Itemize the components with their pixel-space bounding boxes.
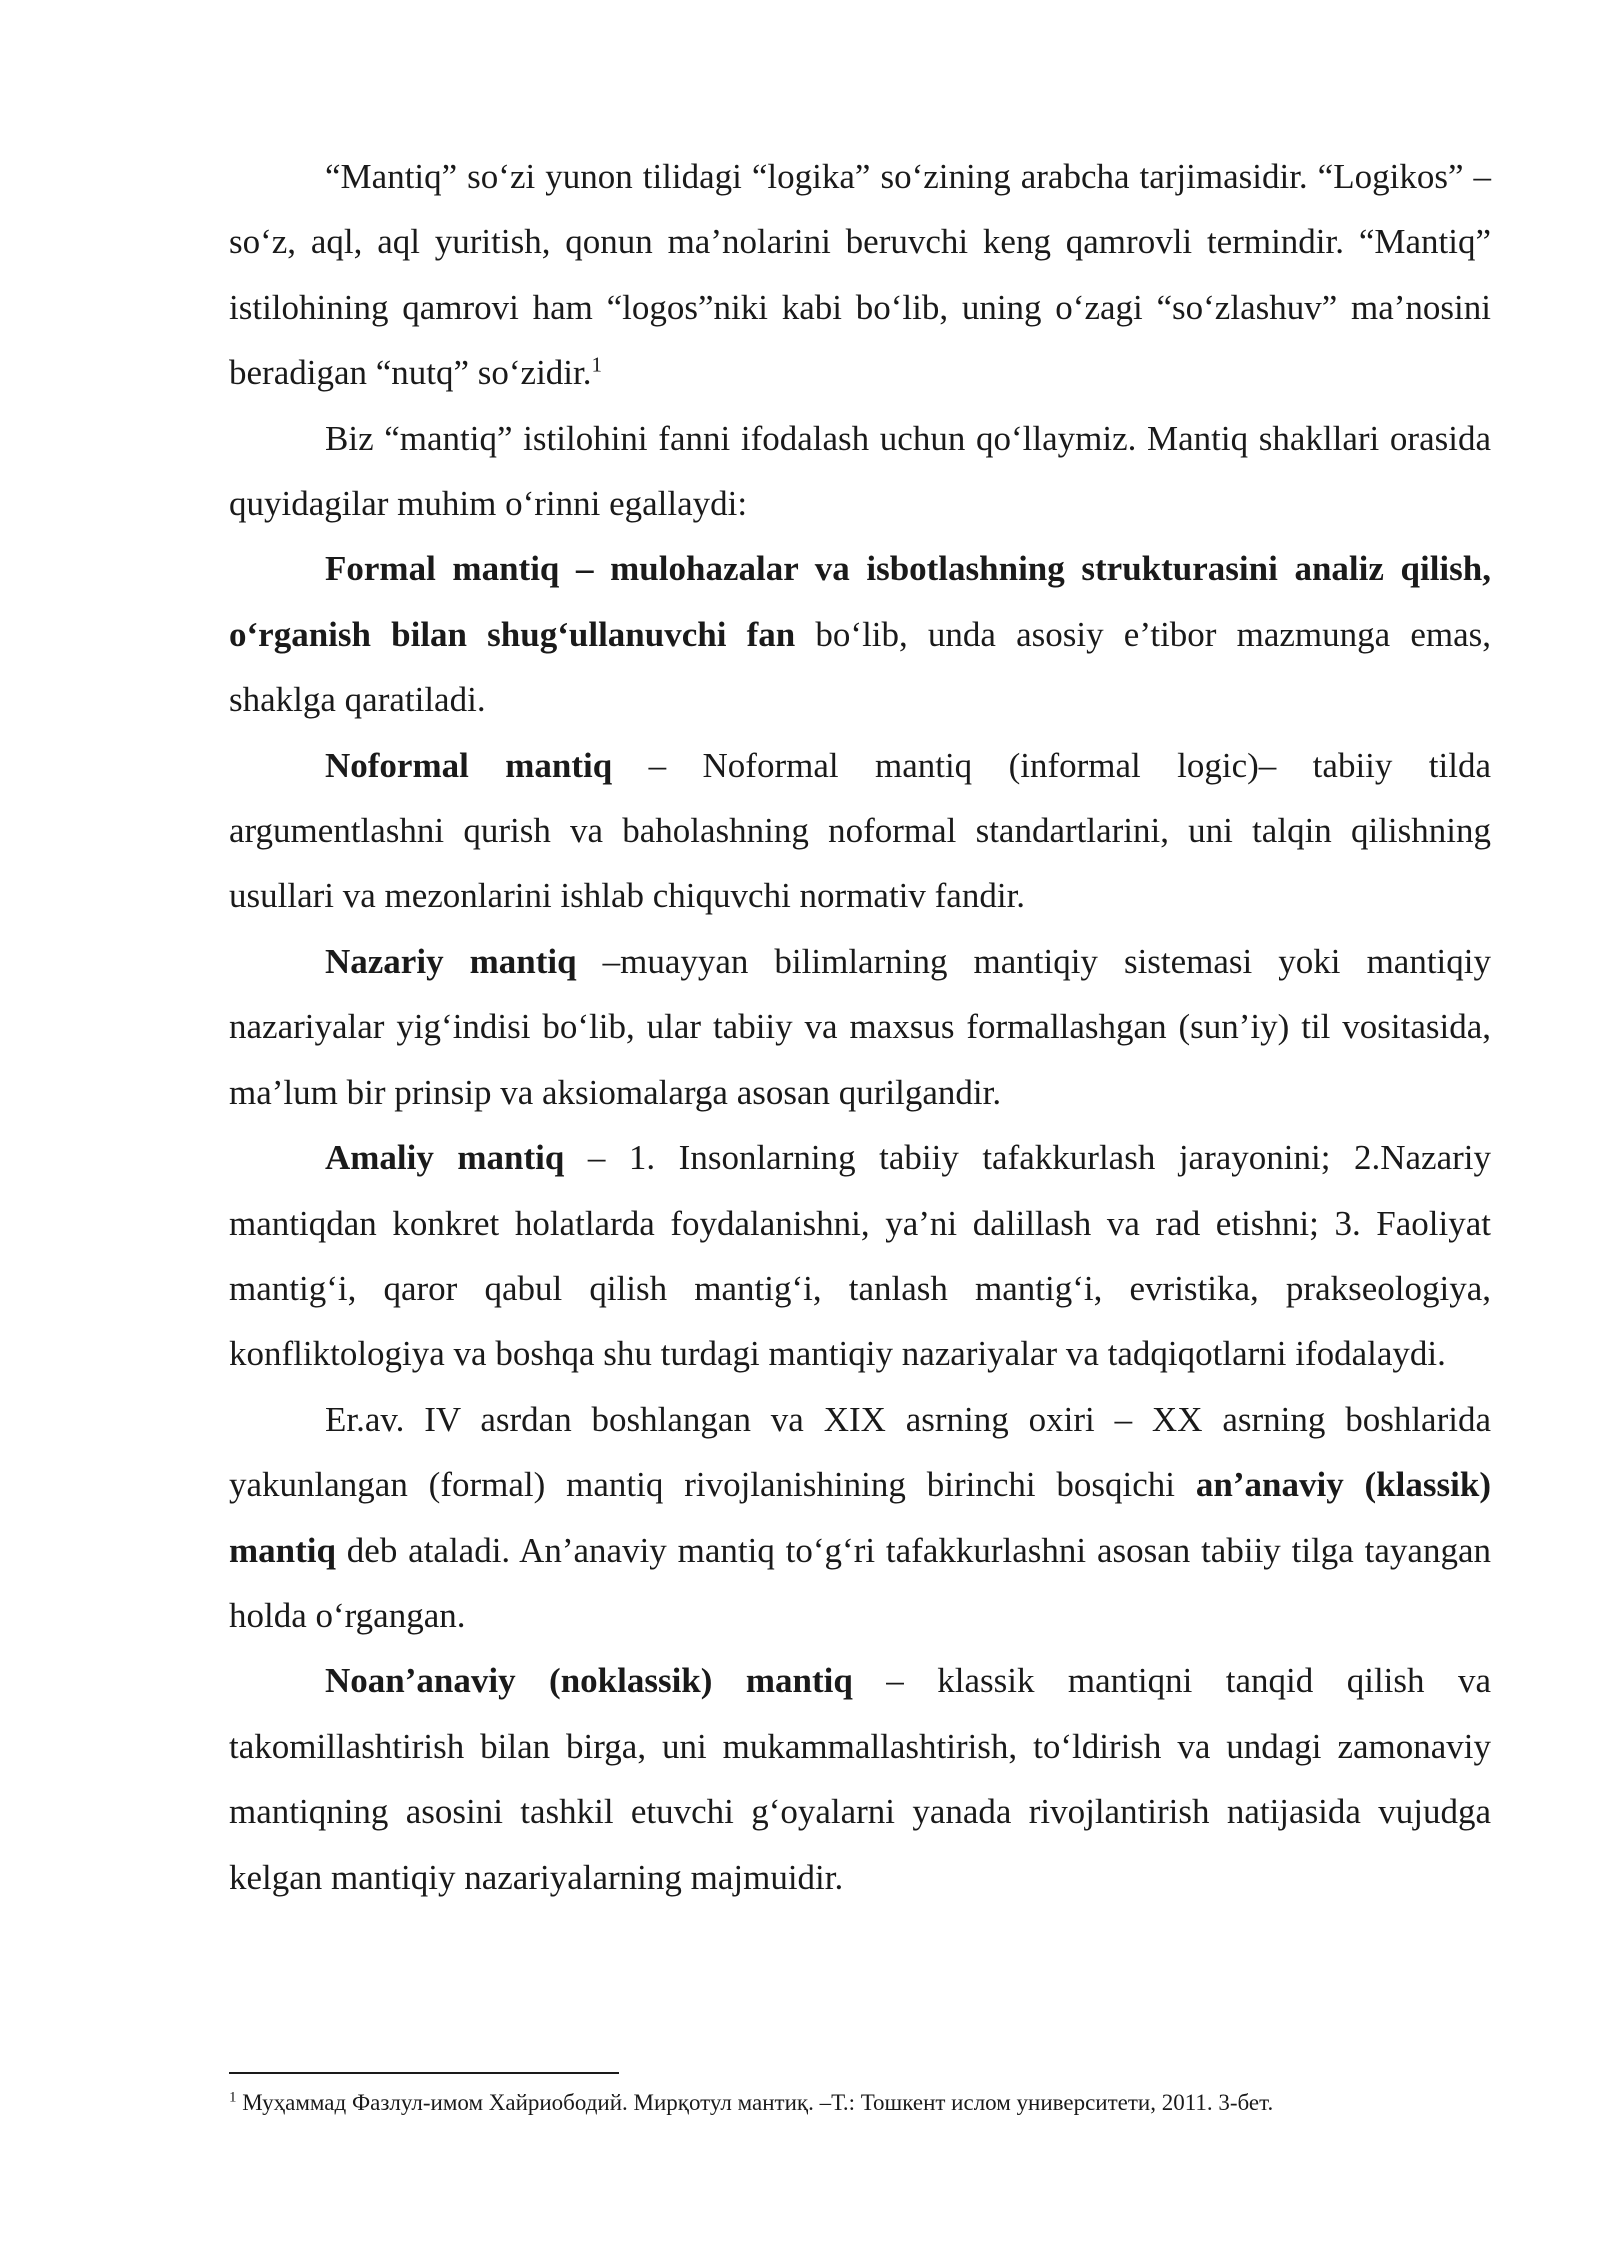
paragraph-text: Biz “mantiq” istilohini fanni ifodalash uchun qo‘llaymiz. Mantiq shakllari orasida quyidagilar muhim o‘rinni egallaydi: [229,418,1491,524]
paragraph-text: “Mantiq” so‘zi yunon tilidagi “logika” so‘zining arabcha tarjimasidir. “Logikos” – so‘z, aql, aql yuritish, qonun ma’nolarini beruvchi keng qamrovli termindir. “Mantiq” istilohining qamrovi ham “logos”niki kabi bo‘lib, uning o‘zagi “so‘zlashuv” ma’nosini beradigan “nutq” so‘zidir. [229,157,1491,393]
paragraph-text: – Noformal mantiq (informal logic)– tabiiy tilda argumentlashni qurish va baholashning noformal standartlarini, uni talqin qilishning usullari va mezonlarini ishlab chiquvchi normativ fandir. [229,745,1491,916]
paragraph [229,406,1491,537]
paragraph-text: Er.av. IV asrdan boshlangan va XIX asrning oxiri – XX asrning boshlarida yakunlangan (formal) mantiq rivojlanishining birinchi bosqichi [229,1399,1491,1505]
paragraph-text: – klassik mantiqni tanqid qilish va takomillashtirish bilan birga, uni mukammallashtirish, to‘ldirish va undagi zamonaviy mantiqning asosini tashkil etuvchi g‘oyalarni yanada rivojlantirish natijasida vujudga kelgan mantiqiy nazariyalarning majmuidir. [229,1661,1491,1897]
bold-term: Formal mantiq – mulohazalar va isbotlashning strukturasini analiz qilish, o‘rganish bilan shug‘ullanuvchi fan [229,549,1491,654]
bold-term: Amaliy mantiq [325,1138,565,1178]
paragraph-text: – 1. Insonlarning tabiiy tafakkurlash jarayonini; 2.Nazariy mantiqdan konkret holatlarda foydalanishni, ya’ni dalillash va rad etishni; 3. Faoliyat mantig‘i, qaror qabul qilish mantig‘i, tanlash mantig‘i, evristika, prakseologiya, konfliktologiya va boshqa shu turdagi mantiqiy nazariyalar va tadqiqotlarni ifodalaydi. [229,1138,1491,1374]
bold-term: Noan’anaviy (noklassik) mantiq [325,1661,853,1701]
paragraph-text: –muayyan bilimlarning mantiqiy sistemasi yoki mantiqiy nazariyalar yig‘indisi bo‘lib, ular tabiiy va maxsus formallashgan (sun’iy) til vositasida, ma’lum bir prinsip va aksiomalarga asosan qurilgandir. [229,941,1491,1112]
footnote-separator [229,2072,619,2074]
paragraph [229,733,1491,929]
paragraph [229,1387,1491,1649]
footnote [229,2086,1491,2120]
paragraph [229,536,1491,732]
footnote-reference[interactable]: 1 [591,352,603,377]
paragraph [229,1648,1491,1910]
paragraph [229,144,1491,406]
paragraph-text: deb ataladi. An’anaviy mantiq to‘g‘ri tafakkurlashni asosan tabiiy tilga tayangan holda o‘rgangan. [229,1530,1491,1635]
paragraph-text: bo‘lib, unda asosiy e’tibor mazmunga emas, shaklga qaratiladi. [229,614,1492,720]
footnote-text: Муҳаммад Фазлул-имом Хайриободий. Мирқотул мантиқ. –Т.: Тошкент ислом университети, 2011. 3-бет. [242,2090,1274,2115]
bold-term: an’anaviy (klassik) mantiq [229,1465,1491,1570]
footnote-number: 1 [229,2089,237,2106]
paragraph [229,929,1491,1125]
bold-term: Noformal mantiq [325,745,613,785]
bold-term: Nazariy mantiq [325,941,577,981]
document-body [229,144,1491,1910]
paragraph [229,1125,1491,1387]
